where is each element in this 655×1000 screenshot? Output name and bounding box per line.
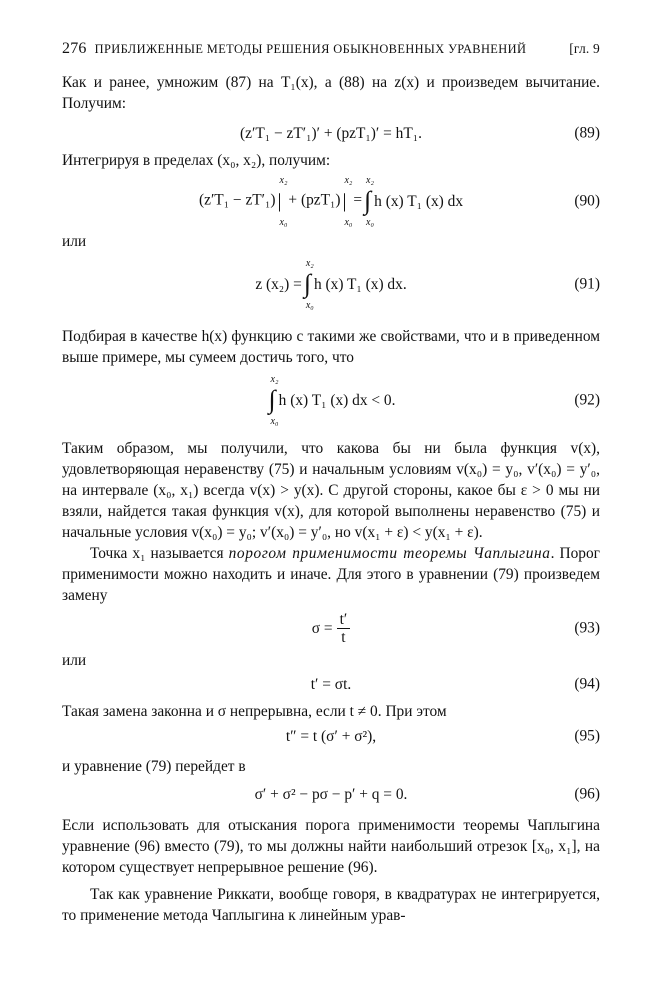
equation-lhs: z (x₂) = bbox=[255, 275, 302, 293]
limit-lower: x₀ bbox=[279, 217, 288, 228]
limit-lower: x₀ bbox=[305, 300, 314, 311]
equation-body: (z′T₁ − zT′₁)′ + (pzT₁)′ = hT₁. bbox=[240, 124, 422, 142]
limit-upper: x₂ bbox=[270, 374, 279, 385]
limit-lower: x₀ bbox=[270, 416, 279, 427]
equation-body: σ′ + σ² − pσ − p′ + q = 0. bbox=[254, 785, 408, 803]
integral-sign: ∫ x₂ x₀ bbox=[268, 374, 279, 427]
equation-92 bbox=[62, 368, 600, 432]
paragraph: и уравнение (79) перейдет в bbox=[62, 758, 246, 775]
equation-lhs: σ = bbox=[311, 619, 333, 637]
limit-upper: x₂ bbox=[366, 175, 374, 186]
page-number: 276 bbox=[62, 40, 87, 57]
equation-96 bbox=[62, 777, 600, 811]
paragraph: Таким образом, мы получили, что какова бы ни была функция v(x), удовлетворяющая неравенству (75) и начальным условиям v(x₀) = y₀, v′(x₀) = y′₀, на интервале (x₀, x₁) всегда v(x) > y(x). С другой стороны, какое бы ε > 0 мы ни взяли, найдется такая функция v(x), для которой выполнены неравенство (75) и начальные условия v(x₀) = y₀; v′(x₀) = y′₀, но v(x₁ + ε) < y(x₁ + ε). bbox=[62, 440, 600, 541]
equation-89 bbox=[62, 116, 600, 150]
equation-body: t′ = σt. bbox=[310, 675, 352, 693]
book-page bbox=[62, 38, 600, 926]
paragraph: Как и ранее, умножим (87) на T₁(x), а (88) на z(x) и произведем вычитание. Получим: bbox=[62, 74, 600, 112]
paragraph bbox=[62, 543, 600, 606]
equation-number: (93) bbox=[574, 619, 600, 637]
equation-body: t″ = t (σ′ + σ²), bbox=[285, 727, 377, 745]
limit-lower: x₀ bbox=[366, 217, 374, 228]
term: + (pzT₁) bbox=[284, 191, 341, 209]
limit-upper: x₂ bbox=[344, 175, 353, 186]
equation-rhs: h (x) T₁ (x) dx bbox=[374, 192, 464, 210]
fraction bbox=[337, 611, 351, 646]
equation-number: (90) bbox=[574, 192, 600, 210]
running-title: ПРИБЛИЖЕННЫЕ МЕТОДЫ РЕШЕНИЯ ОБЫКНОВЕННЫХ УРАВНЕНИЙ bbox=[94, 42, 527, 56]
equation-number: (92) bbox=[574, 391, 600, 409]
emphasis-term: порогом применимости теоремы Чаплыгина bbox=[228, 545, 551, 562]
eval-bar: | x₂ x₀ bbox=[277, 175, 288, 228]
paragraph: Подбирая в качестве h(x) функцию с такими же свойствами, что и в приведенном выше примере, мы сумеем достичь того, что bbox=[62, 328, 600, 366]
equation-90 bbox=[62, 171, 600, 231]
integral-sign: ∫ x₂ x₀ bbox=[303, 258, 314, 311]
chapter-ref: [гл. 9 bbox=[569, 41, 600, 56]
paragraph: Так как уравнение Риккати, вообще говоря, в квадратурах не интегрируется, то применение метода Чаплыгина к линейным урав- bbox=[62, 886, 600, 924]
limit-upper: x₂ bbox=[279, 175, 288, 186]
equation-number: (91) bbox=[574, 275, 600, 293]
denominator: t bbox=[341, 628, 346, 646]
integral-sign: ∫ x₂ x₀ bbox=[364, 175, 374, 228]
equation-number: (95) bbox=[574, 727, 600, 745]
equation-95 bbox=[62, 722, 600, 750]
paragraph: Интегрируя в пределах (x₀, x₂), получим: bbox=[62, 152, 331, 169]
paragraph: или bbox=[62, 652, 87, 669]
equation-rhs: h (x) T₁ (x) dx < 0. bbox=[278, 391, 396, 409]
paragraph: или bbox=[62, 233, 87, 250]
equation-number: (89) bbox=[574, 124, 600, 142]
equation-lhs: (z′T₁ − zT′₁) | x₂ x₀ + (pzT₁) | x₂ x₀ = bbox=[198, 175, 363, 228]
text-run: . Порог применимости можно находить и иначе. Для этого в уравнении (79) произведем замену bbox=[62, 545, 600, 604]
equation-91 bbox=[62, 252, 600, 316]
equation-93 bbox=[62, 606, 600, 650]
equation-number: (94) bbox=[574, 675, 600, 693]
text-run: Точка x₁ называется bbox=[90, 545, 229, 562]
equation-rhs: h (x) T₁ (x) dx. bbox=[313, 275, 407, 293]
running-header bbox=[62, 38, 600, 60]
equation-number: (96) bbox=[574, 785, 600, 803]
term: (z′T₁ − zT′₁) bbox=[198, 191, 276, 209]
numerator: t′ bbox=[337, 611, 351, 629]
paragraph: Если использовать для отыскания порога применимости теоремы Чаплыгина уравнение (96) вместо (79), то мы должны найти наибольший отрезок [x₀, x₁], на котором существует непрерывное решение (96). bbox=[62, 817, 600, 876]
paragraph: Такая замена законна и σ непрерывна, если t ≠ 0. При этом bbox=[62, 703, 447, 720]
limit-upper: x₂ bbox=[305, 258, 314, 269]
equation-94 bbox=[62, 671, 600, 697]
limit-lower: x₀ bbox=[344, 217, 353, 228]
eval-bar: | x₂ x₀ bbox=[342, 175, 353, 228]
